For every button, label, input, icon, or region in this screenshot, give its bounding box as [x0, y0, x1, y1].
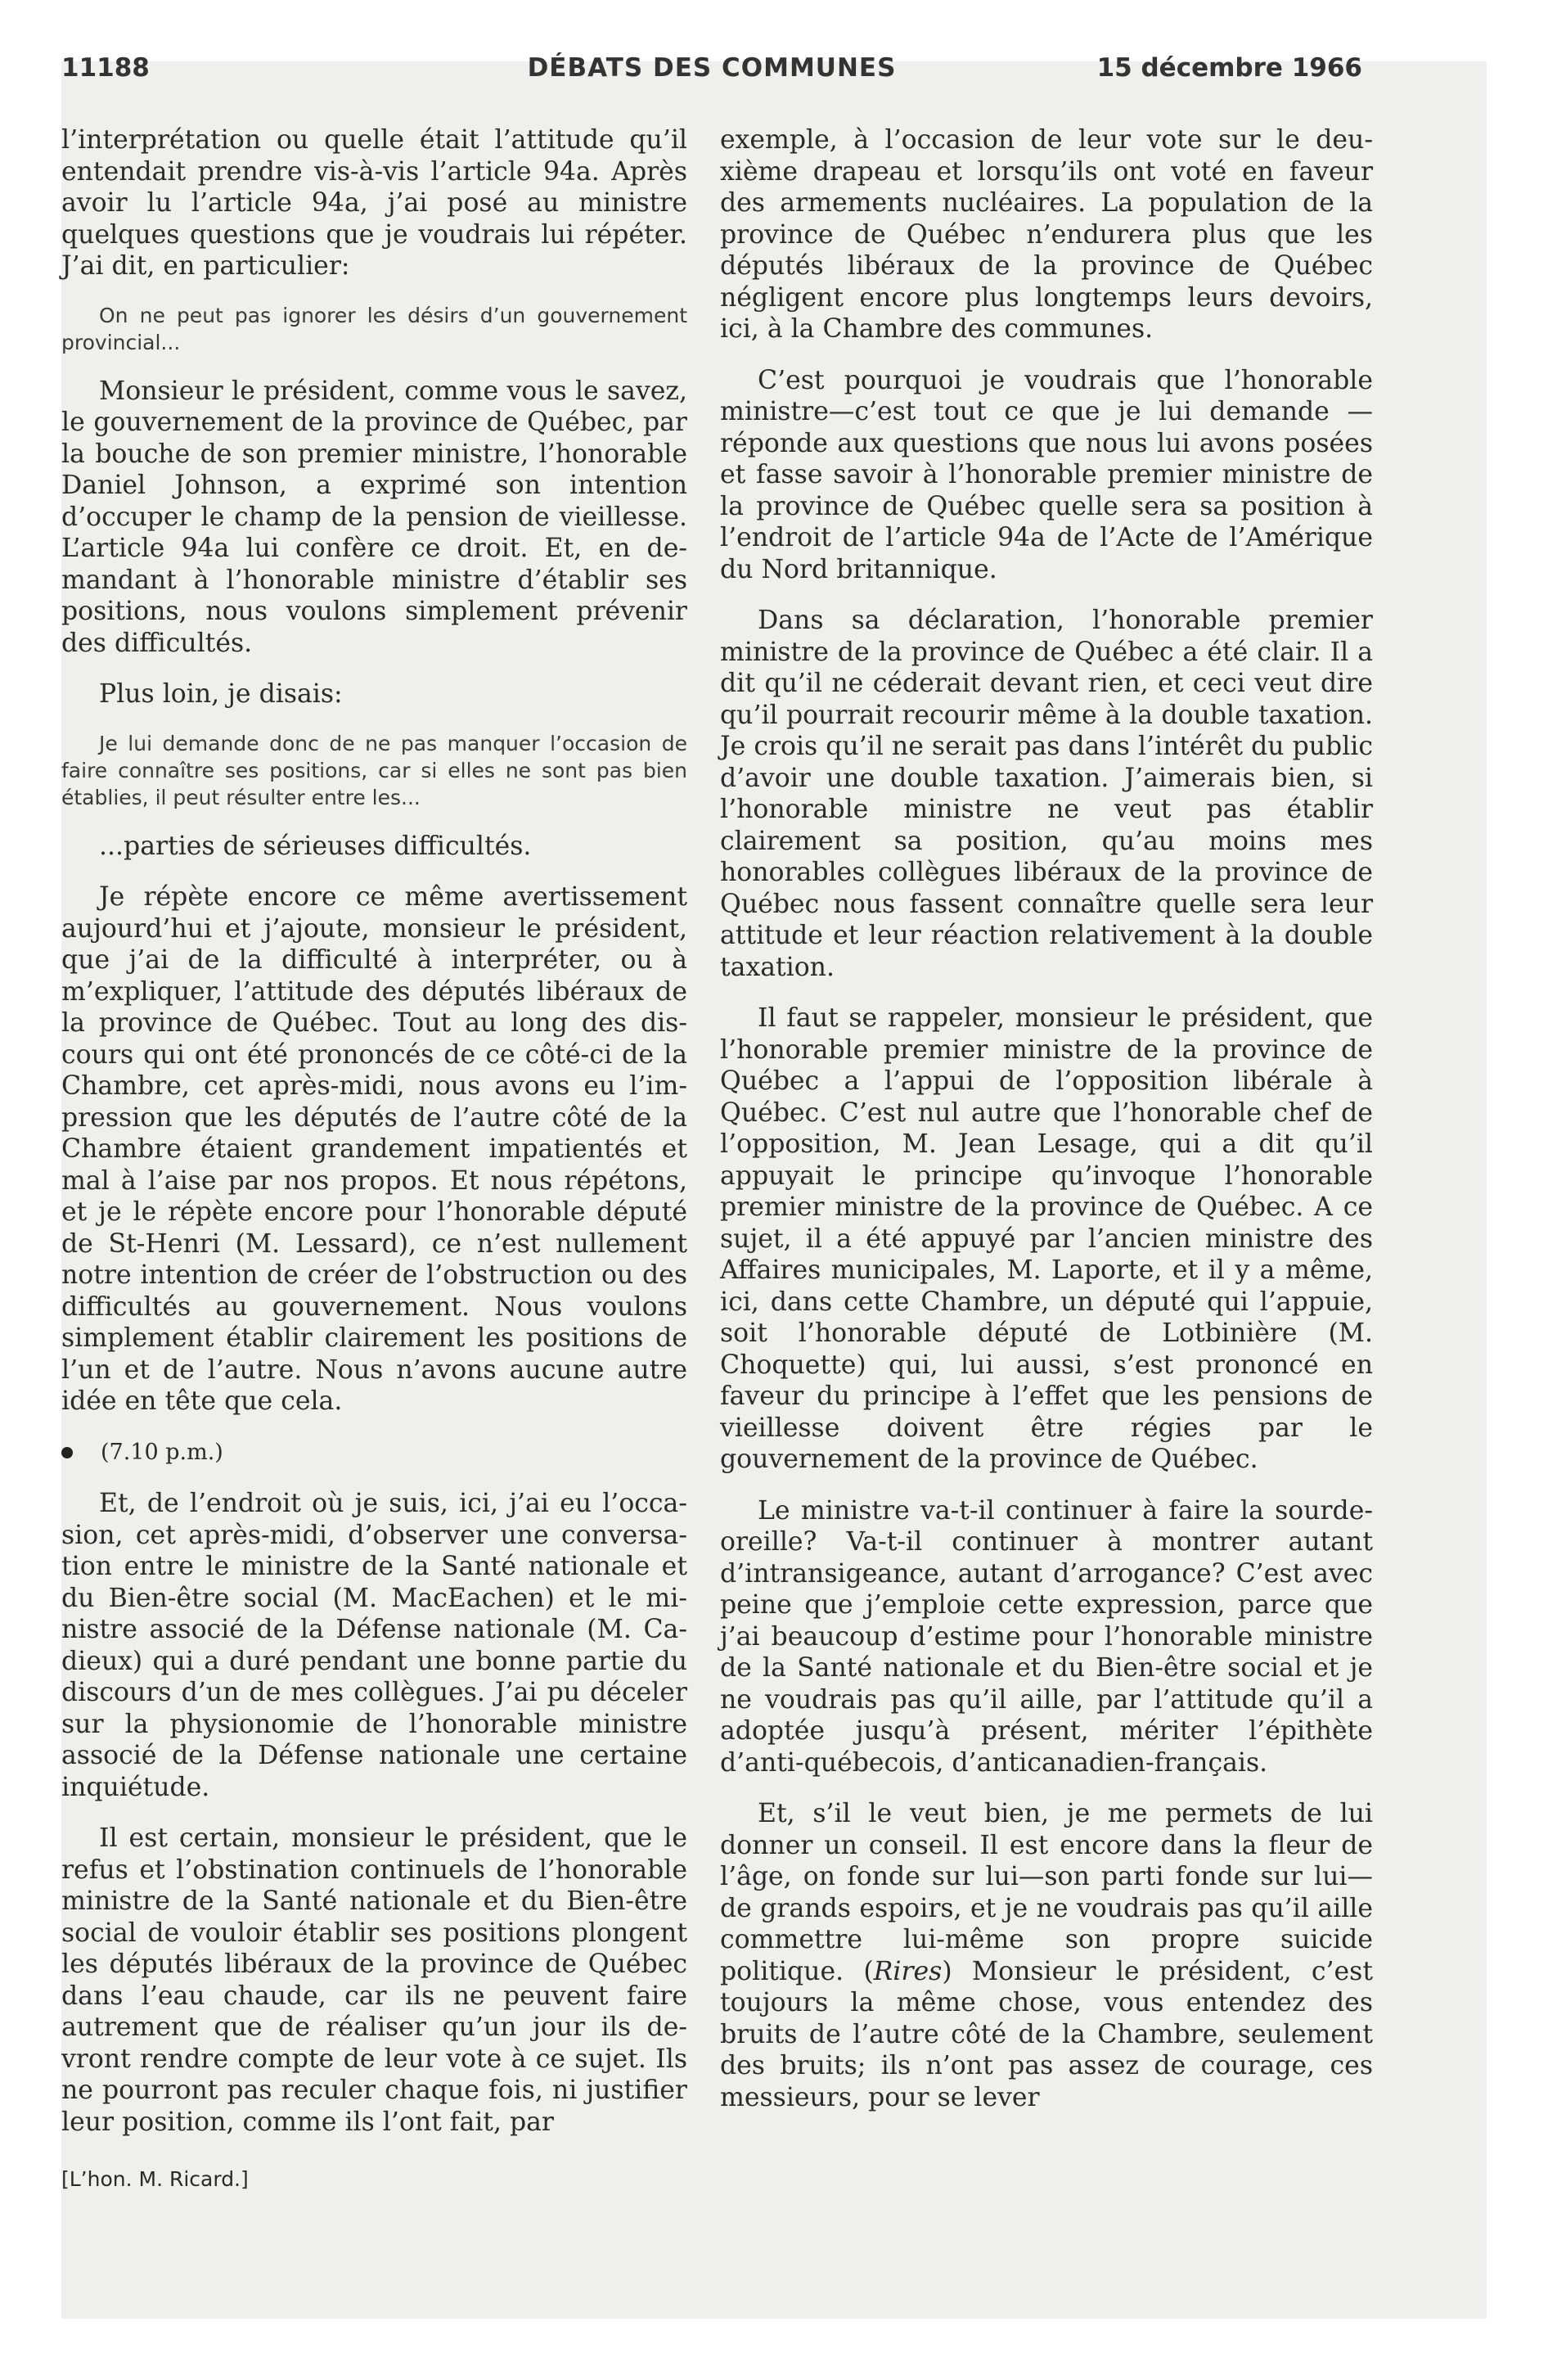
- block-quote: On ne peut pas ignorer les désirs d’un gouvernement provincial...: [61, 303, 687, 354]
- right-column: [720, 124, 1373, 2133]
- paragraph: Dans sa déclaration, l’honorable premier ministre de la province de Québec a été clair. Il a dit qu’il ne céderait devant rien, et ceci veut dire qu’il pourrait recourir même à la double taxation. Je crois qu’il ne serait pas dans l’intérêt du public d’avoir une double taxation. J’aimerais bien, si l’honorable ministre ne veut pas établir clairement sa position, qu’au moins mes honorables collègues libéraux de la province de Québec nous fassent connaître quelle sera leur attitude et leur réaction relativement à la double taxation.: [720, 606, 1373, 982]
- italic-aside: Rires: [873, 1956, 943, 1986]
- paragraph: C’est pourquoi je voudrais que l’honorable ministre—c’est tout ce que je lui demande —réponde aux questions que nous lui avons posées et fasse savoir à l’honorable premier ministre de la province de Québec quelle sera sa position à l’endroit de l’article 94a de l’Acte de l’Amérique du Nord britannique.: [720, 365, 1373, 584]
- paragraph: Il est certain, monsieur le président, que le refus et l’obstination continuels de l’honorable ministre de la Santé nationale et du Bien-être social de vouloir établir ses positions plongent les députés libéraux de la province de Québec dans l’eau chaude, car ils ne peuvent faire autrement que de réaliser qu’un jour ils devront rendre compte de leur vote à ce sujet. Ils ne pourront pas reculer chaque fois, ni justifier leur position, comme ils l’ont fait, par: [61, 1823, 687, 2137]
- paragraph: exemple, à l’occasion de leur vote sur le deuxième drapeau et lorsqu’ils ont voté en faveur des armements nucléaires. La population de la province de Québec n’endurera plus que les députés libéraux de la province de Québec négligent encore plus longtemps leurs devoirs, ici, à la Chambre des communes.: [720, 125, 1373, 344]
- bullet-icon: [61, 1447, 73, 1458]
- text-run: Et, s’il le veut bien, je me permets de lui donner un conseil. Il est encore dans la fleur de l’âge, on fonde sur lui—son parti fonde sur lui—de grands espoirs, et je ne voudrais pas qu’il aille commettre lui-même son propre suicide politique. (: [720, 1799, 1373, 1986]
- paragraph: l’interprétation ou quelle était l’attitude qu’il entendait prendre vis-à-vis l’article 94a. Après avoir lu l’article 94a, j’ai posé au ministre quelques questions que je voudrais lui répéter. J’ai dit, en particulier:: [61, 125, 687, 281]
- publication-title: DÉBATS DES COMMUNES: [527, 53, 897, 83]
- text-run: ) Monsieur le président, c’est toujours la même chose, vous entendez des bruits de l’autre côté de la Chambre, seulement des bruits; ils n’ont pas assez de courage, ces messieurs, pour se lever: [720, 1956, 1374, 2112]
- paragraph: Plus loin, je disais:: [99, 679, 343, 709]
- paragraph: Monsieur le président, comme vous le savez, le gouvernement de la province de Québec, par la bouche de son premier ministre, l’honorable Daniel Johnson, a exprimé son intention d’occuper le champ de la pension de vieillesse. L’article 94a lui confère ce droit. Et, en demandant à l’honorable ministre d’établir ses positions, nous voulons simplement prévenir des difficultés.: [61, 376, 687, 658]
- paragraph: Et, de l’endroit où je suis, ici, j’ai eu l’occasion, cet après-midi, d’observer une conversation entre le ministre de la Santé nationale et du Bien-être social (M. MacEachen) et le ministre associé de la Défense nationale (M. Cadieux) qui a duré pendant une bonne partie du discours d’un de mes collègues. J’ai pu déceler sur la physionomie de l’honorable ministre associé de la Défense nationale une certaine inquiétude.: [61, 1489, 687, 1802]
- paragraph: Il faut se rappeler, monsieur le président, que l’honorable premier ministre de la province de Québec a l’appui de l’opposition libérale à Québec. C’est nul autre que l’honorable chef de l’opposition, M. Jean Lesage, qui a dit qu’il appuyait le principe qu’invoque l’honorable premier ministre de la province de Québec. A ce sujet, il a été appuyé par l’ancien ministre des Affaires municipales, M. Laporte, et il y a même, ici, dans cette Chambre, un député qui l’appuie, soit l’honorable député de Lotbinière (M. Choquette) qui, lui aussi, s’est prononcé en faveur du principe à l’effet que les pensions de vieillesse doivent être régies par le gouvernement de la province de Québec.: [720, 1003, 1373, 1474]
- paragraph: Le ministre va-t-il continuer à faire la sourde-oreille? Va-t-il continuer à montrer autant d’intransigeance, autant d’arrogance? C’est avec peine que j’emploie cette expression, parce que j’ai beaucoup d’estime pour l’honorable ministre de la Santé nationale et du Bien-être social et je ne voudrais pas qu’il aille, par l’attitude qu’il a adoptée jusqu’à présent, mériter l’épithète d’anti-québecois, d’anticanadien-français.: [720, 1495, 1373, 1778]
- paragraph: [720, 1798, 1373, 2113]
- left-column: [61, 124, 687, 2196]
- page-header: [61, 53, 1362, 102]
- paragraph: ...parties de sérieuses difficultés.: [99, 831, 532, 861]
- block-quote: Je lui demande donc de ne pas manquer l’occasion de faire connaître ses positions, car si elles ne sont pas bien établies, il peut résulter entre les...: [61, 731, 687, 809]
- time-marker: [61, 1437, 687, 1469]
- speaker-signature: [L’hon. M. Ricard.]: [61, 2167, 249, 2191]
- paragraph: Je répète encore ce même avertissement aujourd’hui et j’ajoute, monsieur le président, que j’ai de la difficulté à interpréter, ou à m’expliquer, l’attitude des députés libéraux de la province de Québec. Tout au long des discours qui ont été prononcés de ce côté-ci de la Chambre, cet après-midi, nous avons eu l’impression que les députés de l’autre côté de la Chambre étaient grandement impatientés et mal à l’aise par nos propos. Et nous répétons, et je le répète encore pour l’honorable député de St-Henri (M. Lessard), ce n’est nullement notre intention de créer de l’obstruction ou des difficultés au gouvernement. Nous voulons simplement établir clairement les positions de l’un et de l’autre. Nous n’avons aucune autre idée en tête que cela.: [61, 882, 687, 1416]
- page-number: 11188: [61, 53, 150, 83]
- issue-date: 15 décembre 1966: [1096, 53, 1362, 83]
- time-stamp: (7.10 p.m.): [101, 1439, 223, 1465]
